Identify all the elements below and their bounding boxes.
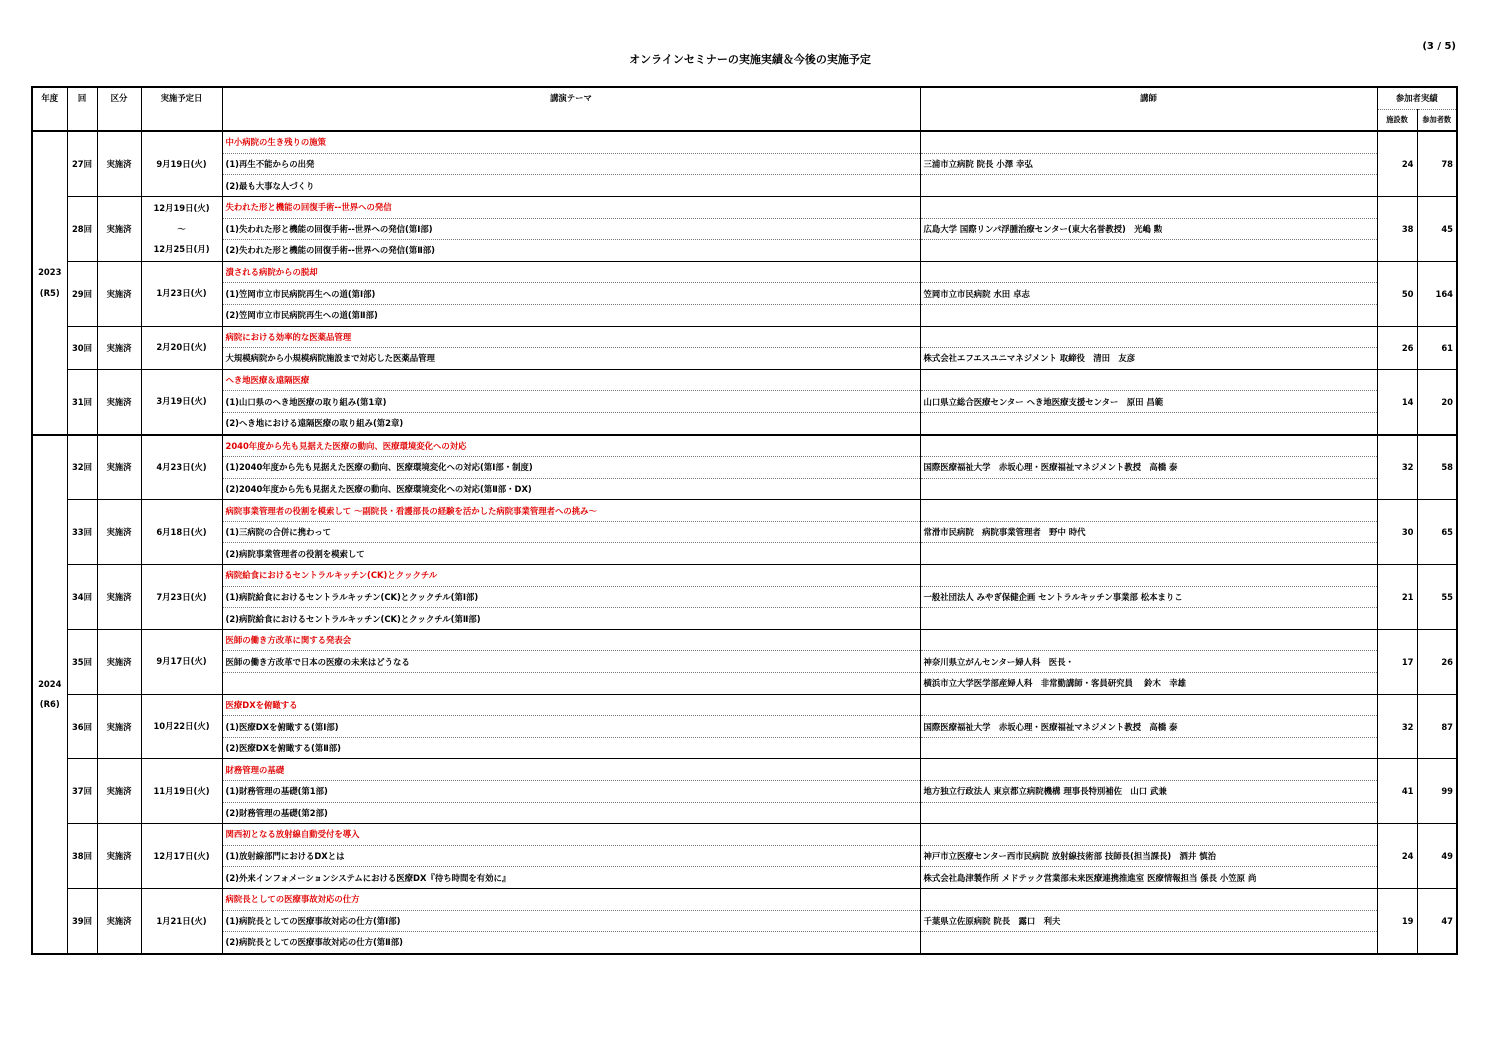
table-row: [32, 412, 1457, 434]
lecturer-name: 神戸市立医療センター西市民病院 放射線技術部 技師長(担当課長) 酒井 慎治: [920, 845, 1377, 867]
lecturer-name: [920, 737, 1377, 759]
session-title: 病院事業管理者の役割を模索して ～副院長・看護部長の経験を活かした病院事業管理者への挑み～: [222, 500, 920, 522]
attendee-count: 26: [1417, 629, 1457, 694]
table-row: [32, 218, 1457, 240]
attendee-count: 47: [1417, 888, 1457, 953]
session-subtopic: (2)病院給食におけるセントラルキッチン(CK)とクックチル(第Ⅱ部): [222, 608, 920, 630]
table-row: [32, 802, 1457, 824]
facility-count: 21: [1377, 565, 1417, 630]
facility-count: 19: [1377, 888, 1417, 953]
session-subtopic: (2)へき地における遠隔医療の取り組み(第2章): [222, 412, 920, 434]
round-number: 35回: [67, 629, 97, 694]
header-round: 回: [67, 87, 97, 131]
attendee-count: 78: [1417, 131, 1457, 196]
round-number: 39回: [67, 888, 97, 953]
table-row: [32, 673, 1457, 695]
lecturer-name: 三浦市立病院 院長 小澤 幸弘: [920, 153, 1377, 175]
attendee-count: 45: [1417, 196, 1457, 261]
date-line: 7月23日(火): [156, 591, 207, 602]
session-subtopic: (1)2040年度から先も見据えた医療の動向、医療環境変化への対応(第Ⅰ部・制度): [222, 457, 920, 479]
table-row: [32, 932, 1457, 954]
table-row: [32, 629, 1457, 651]
session-subtopic: [222, 673, 920, 695]
date-cell: [141, 500, 222, 565]
date-cell: [141, 196, 222, 261]
session-subtopic: (1)放射線部門におけるDXとは: [222, 845, 920, 867]
session-title: 医療DXを俯瞰する: [222, 694, 920, 716]
header-attendees: 参加者数: [1417, 109, 1457, 131]
lecturer-name: [920, 435, 1377, 457]
status-label: 実施済: [97, 888, 141, 953]
page-title: オンラインセミナーの実施実績＆今後の実施予定: [629, 53, 871, 66]
session-title: 関西初となる放射線自動受付を導入: [222, 824, 920, 846]
status-label: 実施済: [97, 369, 141, 434]
session-title: 病院長としての医療事故対応の仕方: [222, 888, 920, 910]
date-cell: [141, 261, 222, 326]
table-row: [32, 391, 1457, 413]
session-subtopic: (1)財務管理の基礎(第1部): [222, 781, 920, 803]
round-number: 27回: [67, 131, 97, 196]
facility-count: 41: [1377, 759, 1417, 824]
lecturer-name: [920, 608, 1377, 630]
lecturer-name: [920, 304, 1377, 326]
lecturer-name: [920, 888, 1377, 910]
session-title: 病院における効率的な医薬品管理: [222, 326, 920, 348]
date-line: 2月20日(火): [156, 342, 207, 353]
page-number: (3 / 5): [1422, 41, 1456, 52]
table-row: [32, 608, 1457, 630]
round-number: 31回: [67, 369, 97, 434]
table-row: [32, 867, 1457, 889]
era-year: (R6): [39, 699, 60, 710]
session-subtopic: (2)財務管理の基礎(第2部): [222, 802, 920, 824]
lecturer-name: [920, 196, 1377, 218]
table-row: [32, 326, 1457, 348]
date-line: 12月17日(火): [153, 850, 210, 861]
table-row: [32, 283, 1457, 305]
lecturer-name: [920, 932, 1377, 954]
header-date: 実施予定日: [141, 87, 222, 131]
round-number: 36回: [67, 694, 97, 759]
session-subtopic: (2)笠岡市立市民病院再生への道(第Ⅱ部): [222, 304, 920, 326]
status-label: 実施済: [97, 435, 141, 500]
date-line: 3月19日(火): [156, 396, 207, 407]
session-title: 失われた形と機能の回復手術--世界への発信: [222, 196, 920, 218]
attendee-count: 99: [1417, 759, 1457, 824]
session-subtopic: (1)病院給食におけるセントラルキッチン(CK)とクックチル(第Ⅰ部): [222, 586, 920, 608]
session-subtopic: (2)失われた形と機能の回復手術--世界への発信(第Ⅱ部): [222, 240, 920, 262]
status-label: 実施済: [97, 824, 141, 889]
status-label: 実施済: [97, 196, 141, 261]
lecturer-name: [920, 543, 1377, 565]
session-title: 中小病院の生き残りの施策: [222, 131, 920, 153]
session-title: 医師の働き方改革に関する発表会: [222, 629, 920, 651]
session-subtopic: (1)山口県のへき地医療の取り組み(第1章): [222, 391, 920, 413]
header-category: 区分: [97, 87, 141, 131]
lecturer-name: [920, 326, 1377, 348]
lecturer-name: 国際医療福祉大学 赤坂心理・医療福祉マネジメント教授 高橋 泰: [920, 457, 1377, 479]
round-number: 38回: [67, 824, 97, 889]
year-cell: [32, 435, 67, 954]
round-number: 32回: [67, 435, 97, 500]
lecturer-name: [920, 478, 1377, 500]
header-theme: 講演テーマ: [222, 87, 920, 131]
session-subtopic: (2)病院事業管理者の役割を模索して: [222, 543, 920, 565]
session-title: 財務管理の基礎: [222, 759, 920, 781]
round-number: 33回: [67, 500, 97, 565]
facility-count: 38: [1377, 196, 1417, 261]
table-row: [32, 737, 1457, 759]
facility-count: 26: [1377, 326, 1417, 369]
session-title: 潰される病院からの脱却: [222, 261, 920, 283]
fiscal-year: 2023: [38, 267, 62, 278]
attendee-count: 65: [1417, 500, 1457, 565]
header-lecturer: 講師: [920, 87, 1377, 131]
table-row: [32, 457, 1457, 479]
header-row: [32, 87, 1457, 109]
facility-count: 24: [1377, 131, 1417, 196]
round-number: 28回: [67, 196, 97, 261]
year-cell: [32, 131, 67, 434]
session-subtopic: 大規模病院から小規模病院施設まで対応した医薬品管理: [222, 348, 920, 370]
date-line: 1月23日(火): [156, 288, 207, 299]
status-label: 実施済: [97, 131, 141, 196]
date-cell: [141, 326, 222, 369]
table-row: [32, 304, 1457, 326]
status-label: 実施済: [97, 759, 141, 824]
lecturer-name: [920, 412, 1377, 434]
table-row: [32, 586, 1457, 608]
facility-count: 32: [1377, 694, 1417, 759]
session-subtopic: (2)2040年度から先も見据えた医療の動向、医療環境変化への対応(第Ⅱ部・DX): [222, 478, 920, 500]
date-line: 9月19日(火): [156, 158, 207, 169]
lecturer-name: [920, 500, 1377, 522]
lecturer-name: [920, 131, 1377, 153]
lecturer-name: [920, 629, 1377, 651]
facility-count: 17: [1377, 629, 1417, 694]
lecturer-name: 常滑市民病院 病院事業管理者 野中 時代: [920, 521, 1377, 543]
table-row: [32, 888, 1457, 910]
table-row: [32, 500, 1457, 522]
lecturer-name: [920, 369, 1377, 391]
date-cell: [141, 759, 222, 824]
facility-count: 14: [1377, 369, 1417, 434]
lecturer-name: [920, 565, 1377, 587]
table-row: [32, 521, 1457, 543]
lecturer-name: 広島大学 国際リンパ浮腫治療センター(東大名誉教授) 光嶋 勲: [920, 218, 1377, 240]
table-row: [32, 196, 1457, 218]
header-facilities: 施設数: [1377, 109, 1417, 131]
table-row: [32, 369, 1457, 391]
round-number: 34回: [67, 565, 97, 630]
lecturer-name: 千葉県立佐原病院 院長 露口 利夫: [920, 910, 1377, 932]
session-subtopic: (1)病院長としての医療事故対応の仕方(第Ⅰ部): [222, 910, 920, 932]
session-subtopic: (1)再生不能からの出発: [222, 153, 920, 175]
round-number: 29回: [67, 261, 97, 326]
round-number: 37回: [67, 759, 97, 824]
attendee-count: 164: [1417, 261, 1457, 326]
attendee-count: 20: [1417, 369, 1457, 434]
date-cell: [141, 888, 222, 953]
attendee-count: 55: [1417, 565, 1457, 630]
table-row: [32, 261, 1457, 283]
attendee-count: 61: [1417, 326, 1457, 369]
session-subtopic: 医師の働き方改革で日本の医療の未来はどうなる: [222, 651, 920, 673]
seminar-schedule-table: [31, 86, 1458, 955]
status-label: 実施済: [97, 565, 141, 630]
table-row: [32, 759, 1457, 781]
date-cell: [141, 629, 222, 694]
round-number: 30回: [67, 326, 97, 369]
table-row: [32, 240, 1457, 262]
session-title: 2040年度から先も見据えた医療の動向、医療環境変化への対応: [222, 435, 920, 457]
date-line: 6月18日(火): [156, 526, 207, 537]
date-cell: [141, 824, 222, 889]
date-cell: [141, 369, 222, 434]
lecturer-name: [920, 824, 1377, 846]
session-subtopic: (2)医療DXを俯瞰する(第Ⅱ部): [222, 737, 920, 759]
date-line: ～: [177, 223, 186, 234]
date-line: 4月23日(火): [156, 462, 207, 473]
session-subtopic: (1)笠岡市立市民病院再生への道(第Ⅰ部): [222, 283, 920, 305]
date-cell: [141, 435, 222, 500]
table-row: [32, 543, 1457, 565]
table-row: [32, 910, 1457, 932]
facility-count: 32: [1377, 435, 1417, 500]
date-cell: [141, 131, 222, 196]
session-subtopic: (1)三病院の合併に携わって: [222, 521, 920, 543]
status-label: 実施済: [97, 261, 141, 326]
lecturer-name: [920, 240, 1377, 262]
table-row: [32, 694, 1457, 716]
table-row: [32, 824, 1457, 846]
table-row: [32, 175, 1457, 197]
session-title: へき地医療＆遠隔医療: [222, 369, 920, 391]
status-label: 実施済: [97, 694, 141, 759]
session-subtopic: (1)失われた形と機能の回復手術--世界への発信(第Ⅰ部): [222, 218, 920, 240]
table-row: [32, 781, 1457, 803]
table-row: [32, 348, 1457, 370]
date-cell: [141, 565, 222, 630]
table-row: [32, 651, 1457, 673]
lecturer-name: [920, 261, 1377, 283]
date-line: 9月17日(火): [156, 656, 207, 667]
table-row: [32, 716, 1457, 738]
date-line: 12月25日(月): [153, 244, 210, 255]
table-row: [32, 435, 1457, 457]
lecturer-name: 笠岡市立市民病院 水田 卓志: [920, 283, 1377, 305]
status-label: 実施済: [97, 326, 141, 369]
date-line: 1月21日(火): [156, 915, 207, 926]
facility-count: 24: [1377, 824, 1417, 889]
session-subtopic: (2)最も大事な人づくり: [222, 175, 920, 197]
attendee-count: 49: [1417, 824, 1457, 889]
date-cell: [141, 694, 222, 759]
table-row: [32, 153, 1457, 175]
lecturer-name: [920, 759, 1377, 781]
header-year: 年度: [32, 87, 67, 131]
session-subtopic: (2)病院長としての医療事故対応の仕方(第Ⅱ部): [222, 932, 920, 954]
table-row: [32, 565, 1457, 587]
lecturer-name: 横浜市立大学医学部産婦人科 非常勤講師・客員研究員 鈴木 幸雄: [920, 673, 1377, 695]
lecturer-name: 株式会社エフエスユニマネジメント 取締役 清田 友彦: [920, 348, 1377, 370]
lecturer-name: [920, 802, 1377, 824]
attendee-count: 58: [1417, 435, 1457, 500]
facility-count: 30: [1377, 500, 1417, 565]
header-participants: 参加者実績: [1377, 87, 1457, 109]
lecturer-name: [920, 694, 1377, 716]
era-year: (R5): [39, 287, 60, 298]
lecturer-name: 国際医療福祉大学 赤坂心理・医療福祉マネジメント教授 高橋 泰: [920, 716, 1377, 738]
lecturer-name: [920, 175, 1377, 197]
session-subtopic: (1)医療DXを俯瞰する(第Ⅰ部): [222, 716, 920, 738]
lecturer-name: 神奈川県立がんセンター婦人科 医長・: [920, 651, 1377, 673]
table-row: [32, 478, 1457, 500]
lecturer-name: 地方独立行政法人 東京都立病院機構 理事長特別補佐 山口 武兼: [920, 781, 1377, 803]
session-title: 病院給食におけるセントラルキッチン(CK)とクックチル: [222, 565, 920, 587]
lecturer-name: 山口県立総合医療センター へき地医療支援センター 原田 昌範: [920, 391, 1377, 413]
lecturer-name: 株式会社島津製作所 メドテック営業部未来医療連携推進室 医療情報担当 係長 小笠原 尚: [920, 867, 1377, 889]
date-line: 11月19日(火): [153, 786, 210, 796]
table-row: [32, 131, 1457, 153]
lecturer-name: 一般社団法人 みやぎ保健企画 セントラルキッチン事業部 松本まりこ: [920, 586, 1377, 608]
session-subtopic: (2)外来インフォメーションシステムにおける医療DX『待ち時間を有効に』: [222, 867, 920, 889]
table-row: [32, 845, 1457, 867]
date-line: 10月22日(火): [153, 721, 210, 732]
facility-count: 50: [1377, 261, 1417, 326]
status-label: 実施済: [97, 500, 141, 565]
date-line: 12月19日(火): [153, 202, 210, 213]
fiscal-year: 2024: [38, 678, 62, 689]
status-label: 実施済: [97, 629, 141, 694]
attendee-count: 87: [1417, 694, 1457, 759]
